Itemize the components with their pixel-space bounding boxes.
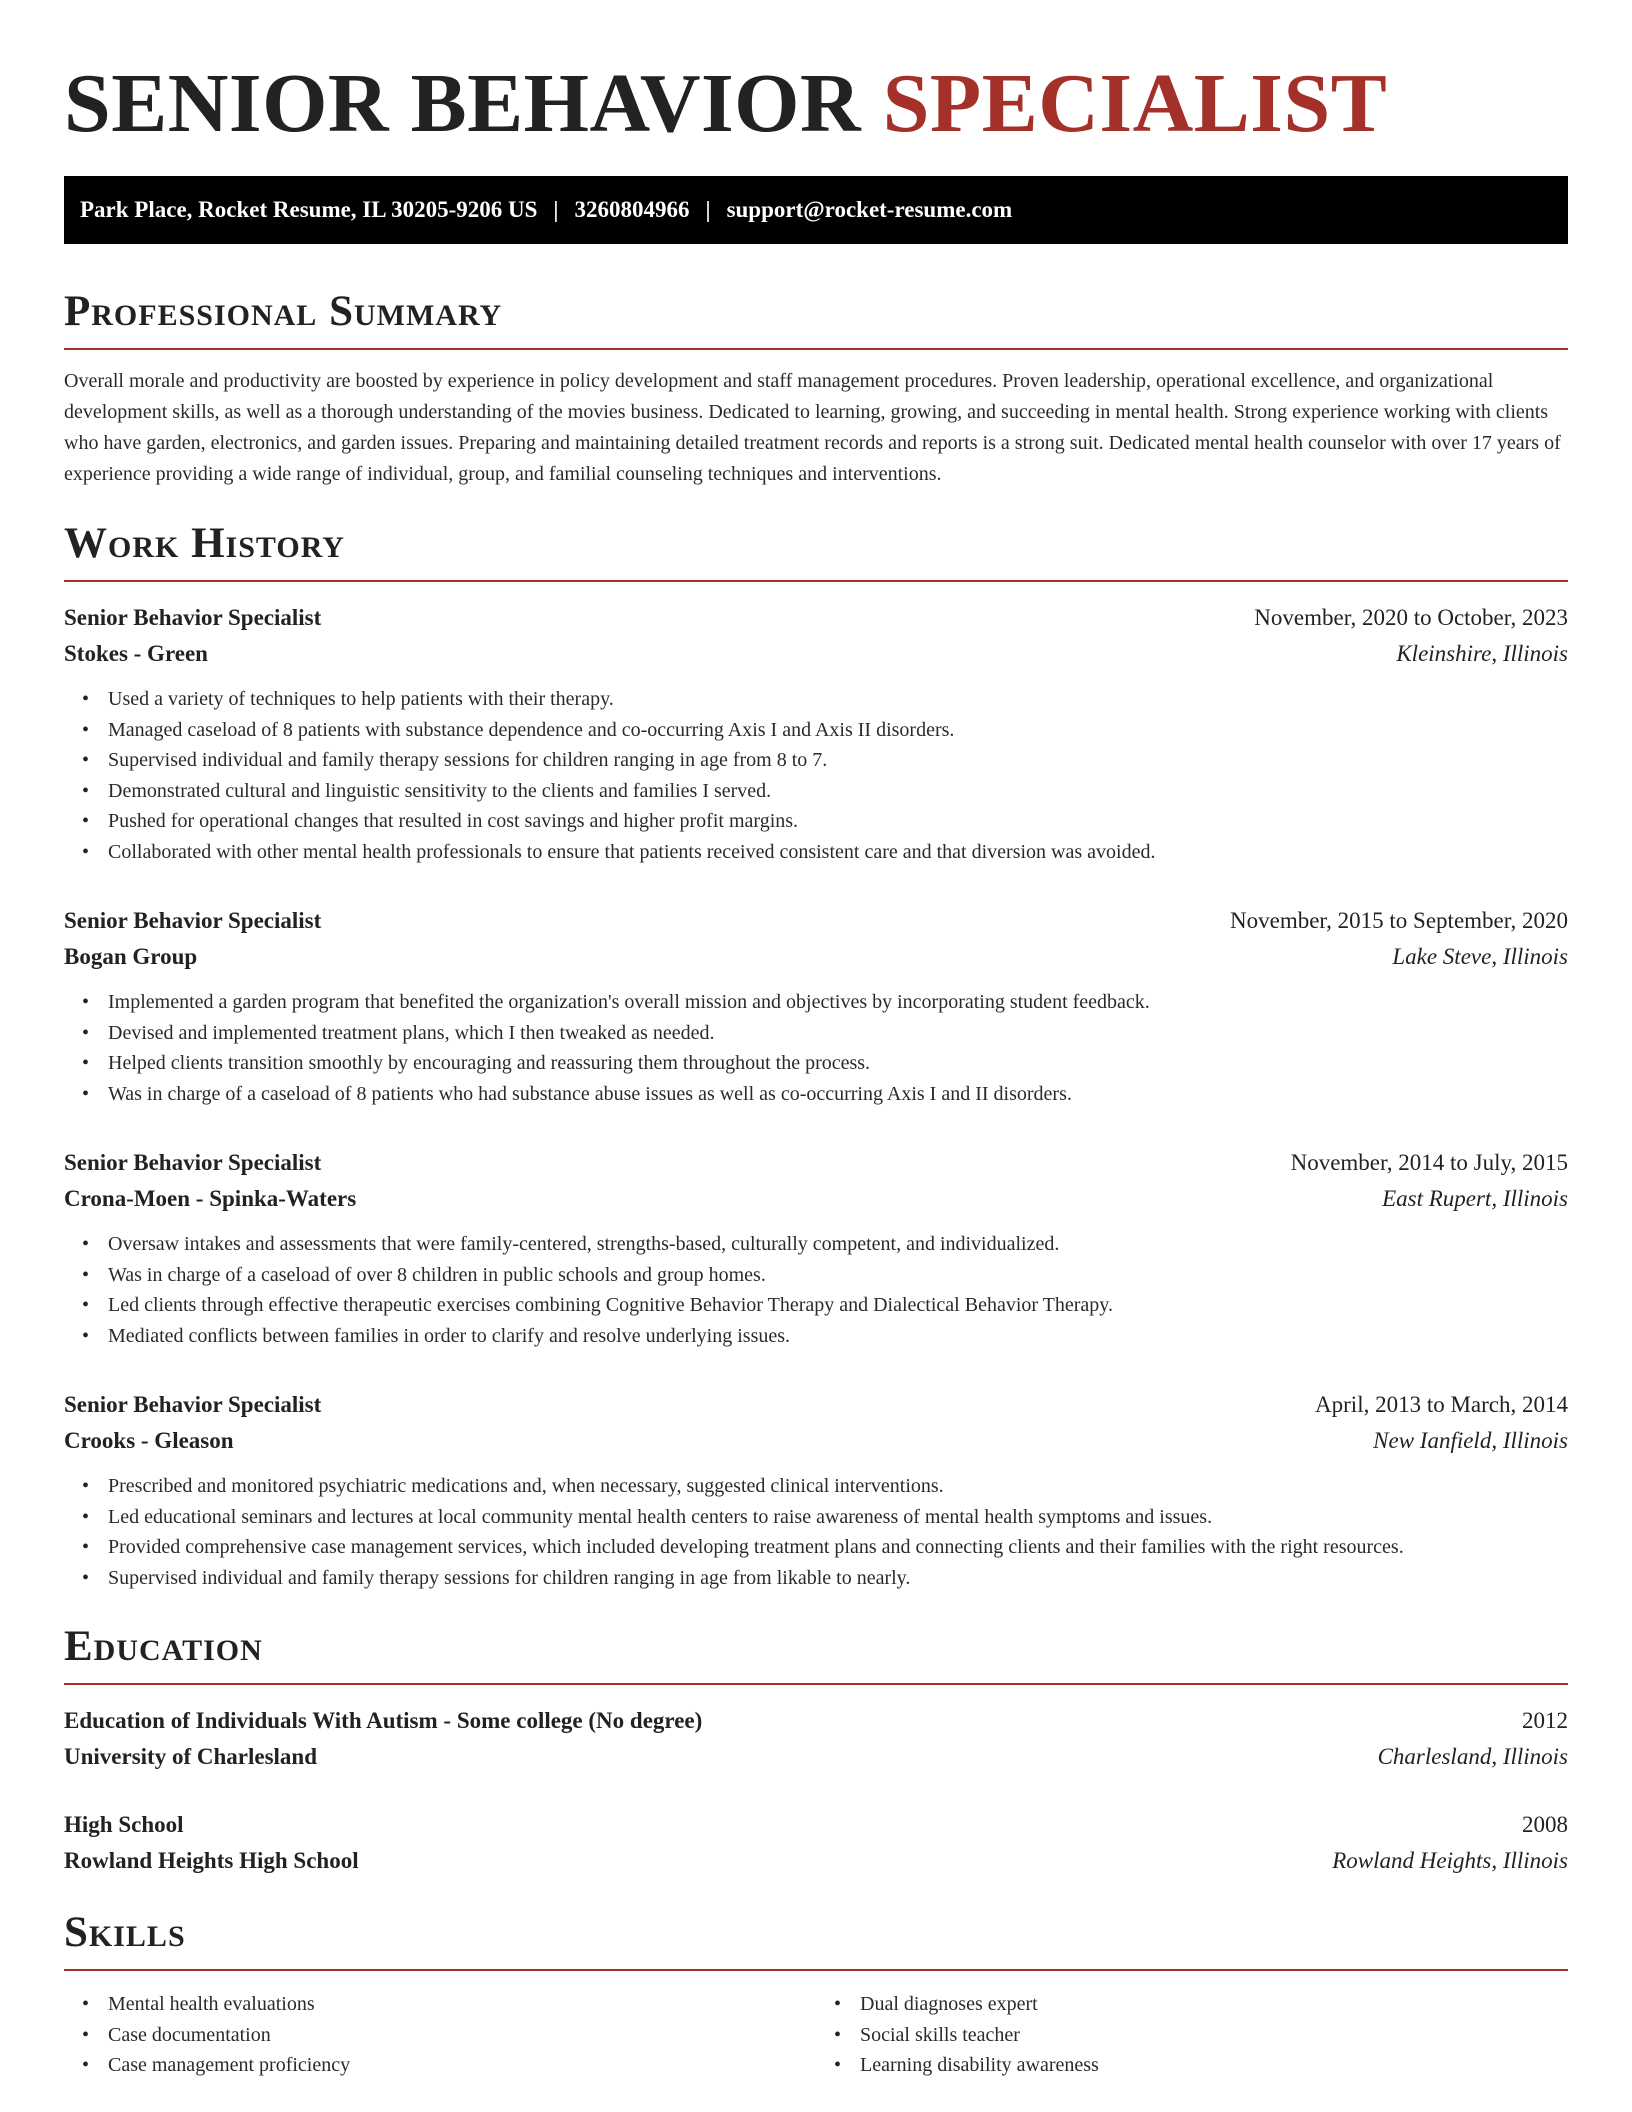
- skill-item: • Mental health evaluations: [108, 1989, 816, 2020]
- summary-section: [64, 286, 1568, 490]
- contact-email: support@rocket-resume.com: [726, 197, 1013, 222]
- education-degree-row: [64, 1703, 1568, 1739]
- education-degree: High School: [64, 1812, 184, 1837]
- job-dates: November, 2020 to October, 2023: [1254, 605, 1568, 630]
- job-header-row: [64, 1145, 1568, 1181]
- job-entry: [64, 600, 1568, 867]
- contact-address: Park Place, Rocket Resume, IL 30205-9206 US: [80, 197, 538, 222]
- job-bullets: [64, 1229, 1568, 1351]
- job-location: New Ianfield, Illinois: [1373, 1428, 1568, 1453]
- education-year: 2008: [1522, 1812, 1568, 1837]
- education-location: Charlesland, Illinois: [1377, 1744, 1568, 1769]
- job-location: Kleinshire, Illinois: [1396, 641, 1568, 666]
- job-header-row: [64, 1387, 1568, 1423]
- contact-separator: |: [553, 197, 559, 222]
- summary-text: Overall morale and productivity are boosted by experience in policy development and staff management procedures. Proven leadership, operational excellence, and organizational development skills, as well as a thorough understanding of the movies business. Dedicated to learning, growing, and succeeding in mental health. Strong experience working with clients who have garden, electronics, and garden issues. Preparing and maintaining detailed treatment records and reports is a strong suit. Dedicated mental health counselor with over 17 years of experience providing a wide range of individual, group, and familial counseling techniques and interventions.: [64, 370, 1561, 485]
- skills-list-left: [64, 1989, 816, 2081]
- education-degree-row: [64, 1807, 1568, 1843]
- bullet-item: • Mediated conflicts between families in order to clarify and resolve underlying issues.: [108, 1321, 1568, 1352]
- bullet-item: • Oversaw intakes and assessments that were family-centered, strengths-based, culturally competent, and individualized.: [108, 1229, 1568, 1260]
- education-school: Rowland Heights High School: [64, 1848, 359, 1873]
- bullet-item: • Demonstrated cultural and linguistic sensitivity to the clients and families I served.: [108, 776, 1568, 807]
- job-company: Bogan Group: [64, 944, 198, 969]
- education-school-row: [64, 1843, 1568, 1879]
- skill-item: • Social skills teacher: [860, 2020, 1568, 2051]
- job-location: Lake Steve, Illinois: [1392, 944, 1568, 969]
- contact-bar: [64, 176, 1568, 244]
- job-title: Senior Behavior Specialist: [64, 605, 322, 630]
- job-company: Crooks - Gleason: [64, 1428, 234, 1453]
- skills-columns: [64, 1989, 1568, 2081]
- contact-phone: 3260804966: [574, 197, 690, 222]
- job-bullets: [64, 987, 1568, 1109]
- skill-item: • Learning disability awareness: [860, 2050, 1568, 2081]
- job-dates: November, 2015 to September, 2020: [1230, 908, 1568, 933]
- job-header-row: [64, 600, 1568, 636]
- bullet-item: • Collaborated with other mental health professionals to ensure that patients received consistent care and that diversion was avoided.: [108, 837, 1568, 868]
- job-company: Crona-Moen - Spinka-Waters: [64, 1186, 357, 1211]
- bullet-item: • Pushed for operational changes that resulted in cost savings and higher profit margins.: [108, 806, 1568, 837]
- education-entry: [64, 1703, 1568, 1775]
- skill-item: • Dual diagnoses expert: [860, 1989, 1568, 2020]
- education-location: Rowland Heights, Illinois: [1332, 1848, 1568, 1873]
- job-location: East Rupert, Illinois: [1382, 1186, 1568, 1211]
- bullet-item: • Devised and implemented treatment plans, which I then tweaked as needed.: [108, 1018, 1568, 1049]
- contact-separator: |: [705, 197, 711, 222]
- job-company-row: [64, 636, 1568, 672]
- resume-title: [64, 56, 1568, 152]
- bullet-item: • Implemented a garden program that benefited the organization's overall mission and objectives by incorporating student feedback.: [108, 987, 1568, 1018]
- skill-item: • Case documentation: [108, 2020, 816, 2051]
- job-title: Senior Behavior Specialist: [64, 908, 322, 933]
- job-company: Stokes - Green: [64, 641, 208, 666]
- section-heading-work-history: Work History: [64, 518, 1568, 582]
- bullet-item: • Provided comprehensive case management services, which included developing treatment plans and connecting clients and their families with the right resources.: [108, 1532, 1568, 1563]
- education-entry: [64, 1807, 1568, 1879]
- job-entry: [64, 1387, 1568, 1593]
- bullet-item: • Prescribed and monitored psychiatric medications and, when necessary, suggested clinical interventions.: [108, 1471, 1568, 1502]
- section-heading-skills: Skills: [64, 1907, 1568, 1971]
- bullet-item: • Supervised individual and family therapy sessions for children ranging in age from likable to nearly.: [108, 1563, 1568, 1594]
- job-dates: November, 2014 to July, 2015: [1290, 1150, 1568, 1175]
- job-company-row: [64, 939, 1568, 975]
- title-accent: SPECIALIST: [882, 57, 1388, 150]
- bullet-item: • Was in charge of a caseload of over 8 children in public schools and group homes.: [108, 1260, 1568, 1291]
- section-heading-education: Education: [64, 1621, 1568, 1685]
- job-entry: [64, 1145, 1568, 1351]
- bullet-item: • Used a variety of techniques to help patients with their therapy.: [108, 684, 1568, 715]
- education-degree: Education of Individuals With Autism - Some college (No degree): [64, 1708, 703, 1733]
- bullet-item: • Helped clients transition smoothly by encouraging and reassuring them throughout the process.: [108, 1048, 1568, 1079]
- education-school: University of Charlesland: [64, 1744, 317, 1769]
- job-company-row: [64, 1423, 1568, 1459]
- skills-list-right: [816, 1989, 1568, 2081]
- work-history-section: [64, 518, 1568, 1593]
- job-company-row: [64, 1181, 1568, 1217]
- job-bullets: [64, 684, 1568, 867]
- skill-item: • Case management proficiency: [108, 2050, 816, 2081]
- job-header-row: [64, 903, 1568, 939]
- bullet-item: • Supervised individual and family therapy sessions for children ranging in age from 8 to 7.: [108, 745, 1568, 776]
- bullet-item: • Led clients through effective therapeutic exercises combining Cognitive Behavior Therapy and Dialectical Behavior Therapy.: [108, 1290, 1568, 1321]
- job-dates: April, 2013 to March, 2014: [1315, 1392, 1568, 1417]
- title-main: SENIOR BEHAVIOR: [64, 57, 862, 150]
- bullet-item: • Was in charge of a caseload of 8 patients who had substance abuse issues as well as co-occurring Axis I and II disorders.: [108, 1079, 1568, 1110]
- education-year: 2012: [1522, 1708, 1568, 1733]
- education-section: [64, 1621, 1568, 1879]
- job-entry: [64, 903, 1568, 1109]
- section-heading-summary: Professional Summary: [64, 286, 1568, 350]
- job-title: Senior Behavior Specialist: [64, 1392, 322, 1417]
- bullet-item: • Led educational seminars and lectures at local community mental health centers to raise awareness of mental health symptoms and issues.: [108, 1502, 1568, 1533]
- bullet-item: • Managed caseload of 8 patients with substance dependence and co-occurring Axis I and Axis II disorders.: [108, 715, 1568, 746]
- job-title: Senior Behavior Specialist: [64, 1150, 322, 1175]
- job-bullets: [64, 1471, 1568, 1593]
- skills-section: [64, 1907, 1568, 2081]
- education-school-row: [64, 1739, 1568, 1775]
